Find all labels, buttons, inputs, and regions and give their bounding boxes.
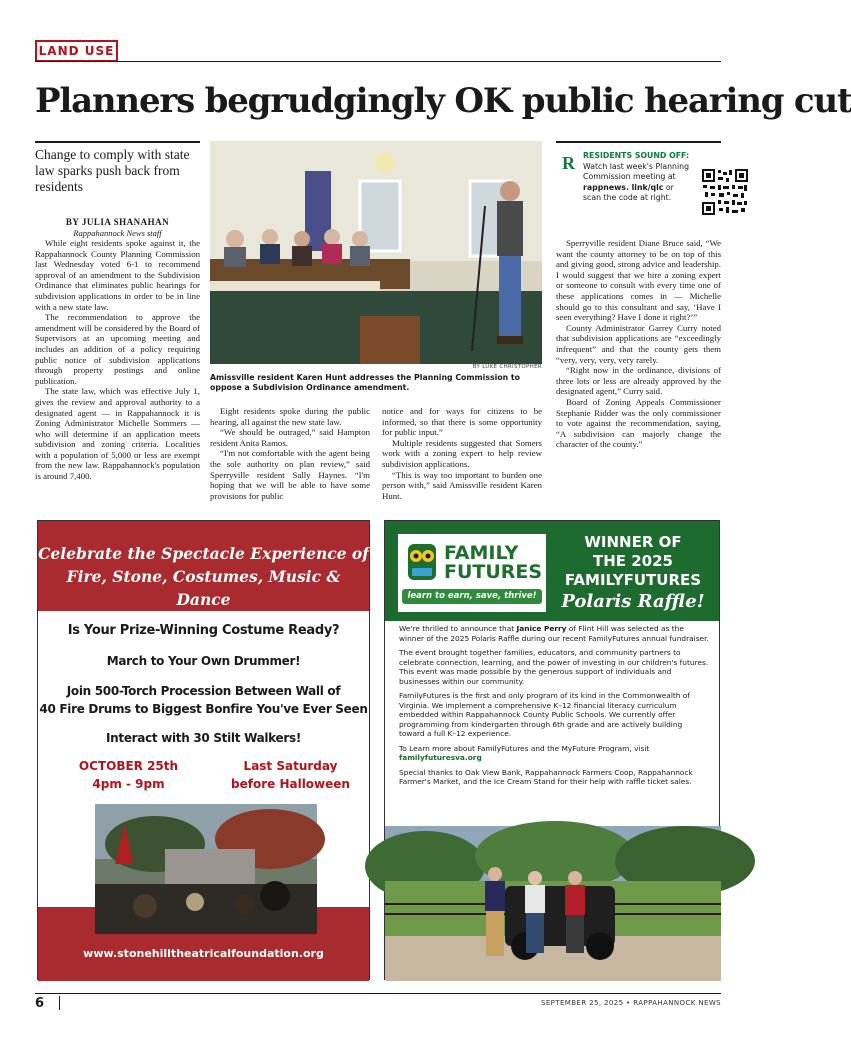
logo-wordmark — [444, 544, 542, 582]
ad-date-note: Last Saturday — [243, 759, 338, 773]
footer-divider — [59, 996, 60, 1010]
raffle-winner-photo — [385, 826, 719, 981]
footer-dateline: SEPTEMBER 25, 2025 • RAPPAHANNOCK NEWS — [540, 999, 721, 1007]
sound-off-heading: RESIDENTS SOUND OFF: — [583, 151, 690, 160]
article-column-3 — [382, 406, 542, 501]
article-column-2 — [210, 406, 370, 501]
deck-rule — [35, 141, 200, 143]
ad-date: OCTOBER 25th — [78, 759, 179, 773]
deck: Change to comply with state law sparks push back from residents — [35, 147, 190, 194]
ad-title — [38, 542, 369, 611]
ad-line-torch-1: Join 500-Torch Procession Between Wall of — [66, 684, 341, 698]
winner-line-1: WINNER OF — [584, 533, 682, 551]
paragraph: County Administrator Garrey Curry noted that subdivision applications are “exceedingly infrequent” and that the county gets them “very, very, very, very rarely. — [556, 322, 721, 365]
rappnews-logo-icon: R — [562, 153, 575, 173]
photo-credit: BY LUKE CHRISTOPHER — [472, 364, 542, 370]
section-tag: LAND USE — [35, 40, 118, 62]
polaris-raffle-title: Polaris Raffle! — [561, 591, 705, 612]
sound-off-text — [583, 151, 693, 204]
sound-off-link[interactable]: rappnews. link/qlc — [583, 182, 664, 192]
ad-date-block — [56, 757, 201, 793]
paragraph: Sperryville resident Diane Bruce said, “We want the county attorney to be on top of this and giving good, strong advice and leadership. I would suggest that we hire a zoning expert or someone to consult with every time one of these applications comes in — Michelle should go to this consultant and say, ‘Have I seen everything? Have I done it right?’” — [556, 238, 721, 323]
meeting-photo — [210, 141, 542, 364]
headline: Planners begrudgingly OK public hearing cut — [35, 81, 851, 121]
logo-line-1: FAMILY — [444, 542, 519, 564]
paragraph: Board of Zoning Appeals Commissioner Stephanie Ridder was the only commissioner to vote against the recommendation, saying, “A subdivision can majorly change the character of the county.” — [556, 396, 721, 450]
ad-body-text — [399, 624, 709, 792]
paragraph: Eight residents spoke during the public hearing, all against the new state law. — [210, 406, 370, 427]
winner-heading — [553, 533, 713, 590]
ad-paragraph: To Learn more about FamilyFutures and the MyFuture Program, visit familyfuturesva.org — [399, 743, 650, 762]
familyfutures-link[interactable]: familyfuturesva.org — [399, 753, 482, 762]
byline-name: BY JULIA SHANAHAN — [65, 217, 170, 227]
ad-line-torch-2: 40 Fire Drums to Biggest Bonfire You've Ever Seen — [39, 702, 368, 716]
paragraph: notice and for ways for citizens to be informed, so that there is some opportunity for public input.” — [382, 406, 542, 438]
page-number: 6 — [35, 996, 45, 1011]
ad-paragraph: Special thanks to Oak View Bank, Rappahannock Farmers Coop, Rappahannock Farmer's Market, and the Ice Cream Stand for their help with raffle ticket sales. — [399, 767, 693, 786]
ad-paragraph: The event brought together families, educators, and community partners to celebrate connection, learning, and the power of investing in our children's futures. This event was made possible by the generous support of individuals and businesses within our community. — [399, 648, 709, 686]
byline-staff: Rappahannock News staff — [73, 228, 162, 238]
familyfutures-logo — [398, 534, 546, 612]
paragraph: Multiple residents suggested that Somers work with a zoning expert to help review subdivision applications. — [382, 437, 542, 469]
top-rule — [35, 61, 721, 62]
sound-off-body: Watch last week's Planning Commission meeting at — [583, 161, 690, 181]
article-column-4 — [556, 238, 721, 450]
logo-line-2: FUTURES — [444, 561, 543, 583]
ad-title-line-1: Celebrate the Spectacle Experience of — [38, 544, 369, 563]
paragraph: The recommendation to approve the amendment will be considered by the Board of Supervisors at an upcoming meeting and includes an addition of a policy requiring public notice of subdivision applications through property postings and online publication. — [35, 312, 200, 386]
ad-time: 4pm - 9pm — [92, 777, 165, 791]
stonehill-ad[interactable] — [37, 520, 370, 980]
winner-line-3: FAMILYFUTURES — [564, 571, 702, 589]
owl-icon — [404, 540, 440, 584]
ad-line-drummer: March to Your Own Drummer! — [106, 654, 301, 668]
logo-tagline: learn to earn, save, thrive! — [402, 589, 542, 604]
ad-line-costume: Is Your Prize-Winning Costume Ready? — [67, 623, 340, 638]
ad-paragraph: FamilyFutures is the first and only program of its kind in the Commonwealth of Virginia. We implement a comprehensive K–12 financial literacy curriculum embedded within Rappahannock County Public Schools. We currently offer programming from kindergarten through 6th grade and are actively building toward a full K–12 experience. — [399, 691, 690, 738]
ad-date-note-2: before Halloween — [231, 777, 350, 791]
stonehill-url-link[interactable]: www.stonehilltheatricalfoundation.org — [83, 947, 324, 960]
footer-rule — [35, 993, 721, 994]
winner-name: Janice Perry — [516, 624, 567, 633]
ad-line-stilt: Interact with 30 Stilt Walkers! — [105, 731, 302, 745]
paragraph: “This is way too important to burden one person with,” said Amissville resident Karen Hunt. — [382, 469, 542, 501]
paragraph: “We should be outraged,” said Hampton resident Anita Ramos. — [210, 427, 370, 448]
familyfutures-ad[interactable] — [384, 520, 720, 980]
byline — [35, 217, 200, 238]
ad-title-line-2: Fire, Stone, Costumes, Music & Dance — [66, 567, 341, 609]
paragraph: “Right now in the ordinance, divisions of three lots or less are already approved by the designated agent,” Curry said. — [556, 365, 721, 397]
article-column-1 — [35, 238, 200, 482]
paragraph: “I'm not comfortable with the agent being the sole authority on plan review,” said Sperryville resident Sally Haynes. “I'm hoping that we will be able to have some provisions for public — [210, 448, 370, 501]
paragraph: The state law, which was effective July 1, gives the review and approval authority to a designated agent — in Rappahannock it is Zoning Administrator Michelle Sommers — who will determine if an application meets subdivision and zoning criteria. Localities with a population of 5,000 or less are exempt from the new law. Rappahannock's population is around 7,400. — [35, 386, 200, 482]
performance-photo — [95, 804, 317, 934]
winner-line-2: THE 2025 — [592, 552, 673, 570]
paragraph: While eight residents spoke against it, the Rappahannock County Planning Commission last Wednesday voted 6-1 to recommend approval of an amendment to the Subdivision Ordinance that eliminates public hearings for subdivision applications in order to be in line with a new state law. — [35, 238, 200, 312]
sound-off-sidebar — [556, 141, 721, 230]
sound-off-body-end: or scan the code at right. — [583, 182, 674, 202]
ad-date-note-block — [218, 757, 363, 793]
photo-caption: Amissville resident Karen Hunt addresses the Planning Commission to oppose a Subdivision Ordinance amendment. — [210, 373, 520, 392]
ad-paragraph: We're thrilled to announce that Janice Perry of Flint Hill was selected as the winner of the 2025 Polaris Raffle during our recent FamilyFutures annual fundraiser. — [399, 624, 709, 643]
qr-code-icon[interactable] — [701, 168, 749, 216]
